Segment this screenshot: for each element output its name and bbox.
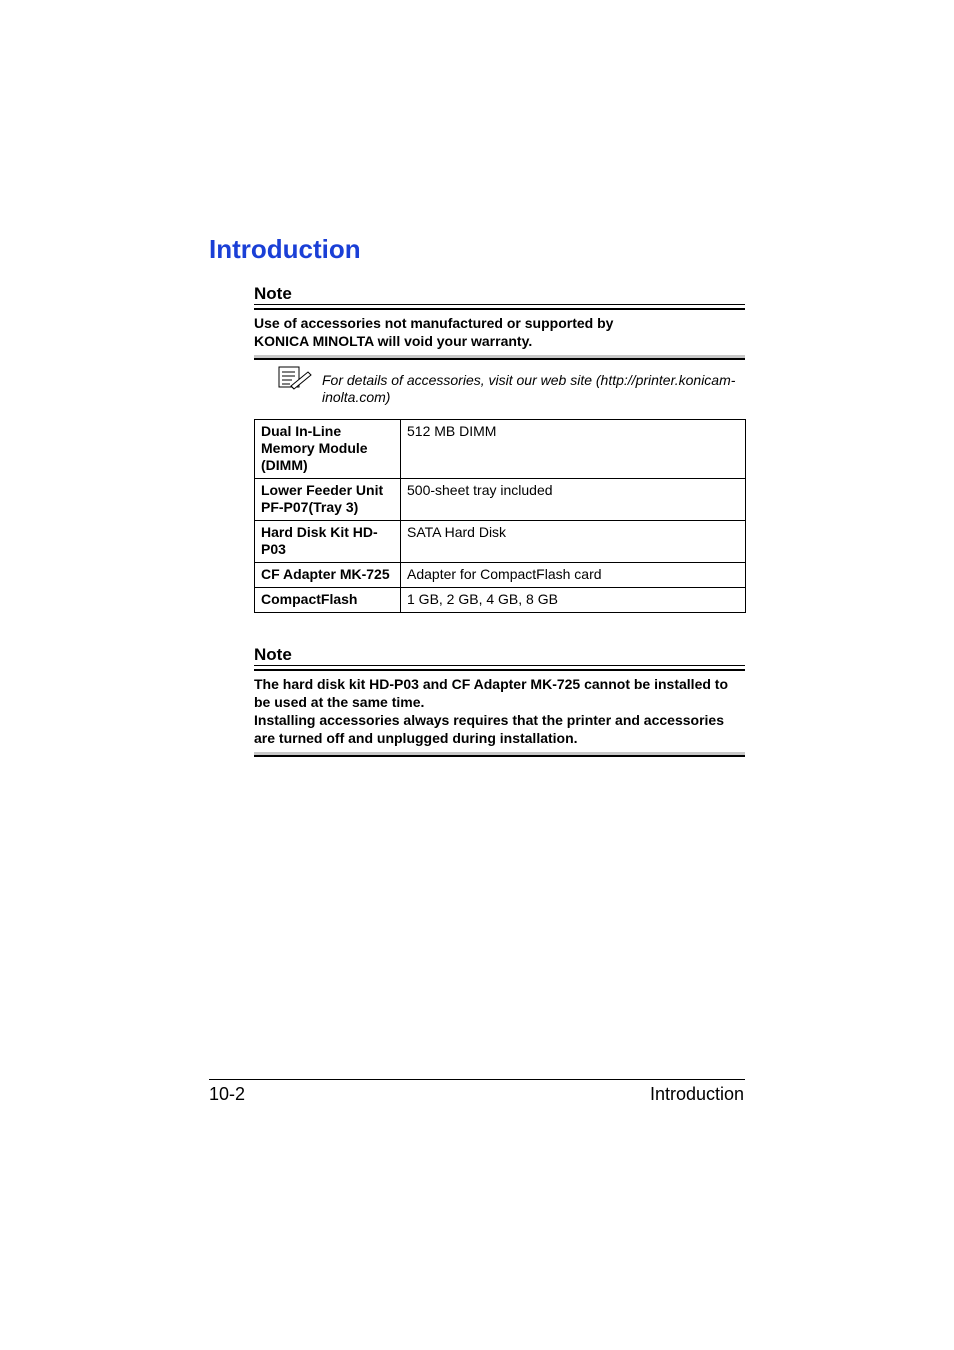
note-label: Note bbox=[254, 284, 292, 303]
note-top-rule bbox=[254, 665, 745, 671]
accessory-description: Adapter for CompactFlash card bbox=[401, 563, 746, 588]
accessory-description: SATA Hard Disk bbox=[401, 521, 746, 563]
note-paragraph: Installing accessories always requires that the printer and accessories are turned off and unplugged during installation. bbox=[254, 712, 724, 746]
note-top-rule bbox=[254, 304, 745, 310]
table-row bbox=[255, 563, 746, 588]
note-paragraph: The hard disk kit HD-P03 and CF Adapter MK-725 cannot be installed to be used at the same time. bbox=[254, 676, 729, 710]
warranty-note bbox=[254, 285, 745, 360]
table-row bbox=[255, 479, 746, 521]
note-bottom-rule bbox=[254, 355, 745, 360]
accessory-name: CompactFlash bbox=[255, 588, 401, 613]
note-bottom-rule bbox=[254, 752, 745, 757]
page-title: Introduction bbox=[209, 234, 361, 264]
table-row bbox=[255, 420, 746, 479]
note-body bbox=[254, 675, 745, 747]
note-pencil-icon bbox=[278, 366, 314, 390]
accessory-name: Dual In-Line Memory Module (DIMM) bbox=[255, 420, 401, 479]
note-label: Note bbox=[254, 645, 292, 664]
accessories-table bbox=[254, 419, 746, 613]
page-number: 10-2 bbox=[209, 1084, 246, 1104]
table-row bbox=[255, 588, 746, 613]
accessory-name: Lower Feeder Unit PF-P07(Tray 3) bbox=[255, 479, 401, 521]
accessory-name: CF Adapter MK-725 bbox=[255, 563, 401, 588]
accessory-description: 512 MB DIMM bbox=[401, 420, 746, 479]
accessory-description: 500-sheet tray included bbox=[401, 479, 746, 521]
installation-note bbox=[254, 646, 745, 757]
note-line: Use of accessories not manufactured or supported by bbox=[254, 315, 614, 331]
tip-text: For details of accessories, visit our web site (http://printer.konicam-inolta.com) bbox=[322, 372, 736, 405]
footer-section-title: Introduction bbox=[649, 1084, 744, 1104]
note-body bbox=[254, 314, 745, 350]
accessory-description: 1 GB, 2 GB, 4 GB, 8 GB bbox=[401, 588, 746, 613]
note-line: KONICA MINOLTA will void your warranty. bbox=[254, 333, 533, 349]
footer-rule bbox=[209, 1079, 745, 1080]
table-row bbox=[255, 521, 746, 563]
accessory-name: Hard Disk Kit HD-P03 bbox=[255, 521, 401, 563]
